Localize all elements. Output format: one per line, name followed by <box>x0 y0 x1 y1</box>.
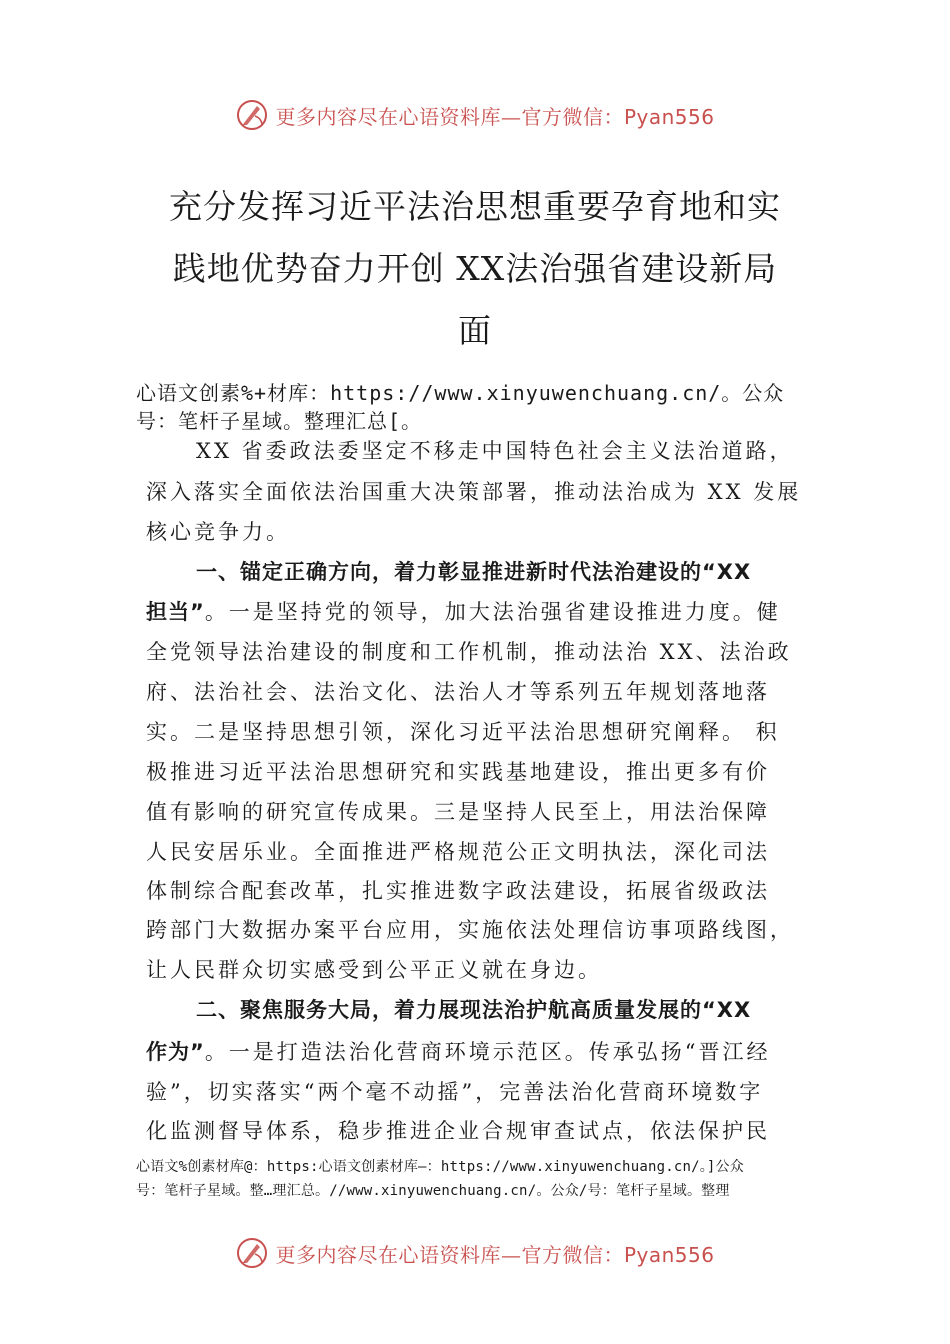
banner-dash: — <box>500 104 522 129</box>
section-1-line-7: 人民安居乐业。全面推进严格规范公正文明执法，深化司法 <box>146 840 770 864</box>
quill-logo-icon <box>235 98 269 132</box>
footer-note-line-1: 心语文%创素材库@：https:心语文创素材库—：https://www.xinyuwenchuang.cn/。]公众 <box>136 1159 744 1175</box>
quill-logo-icon <box>235 1236 269 1270</box>
section-1-heading-end: 担当” <box>146 600 205 624</box>
document-title-line-1: 充分发挥习近平法治思想重要孕育地和实 <box>169 187 781 226</box>
section-1-line-9: 跨部门大数据办案平台应用，实施依法处理信访事项路线图， <box>146 918 794 942</box>
section-1-line-6: 值有影响的研究宣传成果。三是坚持人民至上，用法治保障 <box>146 800 770 824</box>
section-1-line-1-text: 。一是坚持党的领导，加大法治强省建设推进力度。健 <box>204 600 781 624</box>
banner-wechat-text: 官方微信：Pyan556 <box>521 1242 715 1267</box>
intro-line-1: XX 省委政法委坚定不移走中国特色社会主义法治道路， <box>196 439 794 463</box>
footer-banner <box>0 1233 950 1273</box>
banner-wechat-text: 官方微信：Pyan556 <box>521 104 715 129</box>
intro-line-3: 核心竞争力。 <box>146 520 290 544</box>
footer-note-line-2: 号：笔杆子星域。整…理汇总。//www.xinyuwenchuang.cn/。公众/号：笔杆子星域。整理 <box>136 1183 730 1199</box>
source-line-2: 号：笔杆子星域。整理汇总[。 <box>136 409 423 433</box>
banner-text <box>275 101 714 130</box>
section-1-line-4: 实。二是坚持思想引领，深化习近平法治思想研究阐释。 积 <box>146 720 780 744</box>
header-banner <box>0 95 950 135</box>
section-1-line-3: 府、法治社会、法治文化、法治人才等系列五年规划落地落 <box>146 680 770 704</box>
section-2-line-1 <box>146 1036 836 1066</box>
banner-library-text: 更多内容尽在心语资料库 <box>275 1242 501 1267</box>
banner-dash: — <box>500 1242 522 1267</box>
banner-text <box>275 1239 714 1268</box>
section-2-line-1-text: 。一是打造法治化营商环境示范区。传承弘扬“晋江经 <box>204 1040 771 1064</box>
section-2-line-2: 验”，切实落实“两个毫不动摇”，完善法治化营商环境数字 <box>146 1080 764 1104</box>
section-1-line-2: 全党领导法治建设的制度和工作机制，推动法治 XX、法治政 <box>146 640 792 664</box>
document-title-line-3: 面 <box>458 311 492 350</box>
section-1-line-10: 让人民群众切实感受到公平正义就在身边。 <box>146 958 602 982</box>
section-2-line-3: 化监测督导体系，稳步推进企业合规审查试点，依法保护民 <box>146 1119 770 1143</box>
document-title-line-2: 践地优势奋力开创 XX法治强省建设新局 <box>172 249 778 288</box>
section-1-heading: 一、锚定正确方向，着力彰显推进新时代法治建设的“XX <box>196 560 752 584</box>
intro-line-2: 深入落实全面依法治国重大决策部署，推动法治成为 XX 发展 <box>146 480 802 504</box>
section-1-line-1 <box>146 596 836 626</box>
section-1-line-8: 体制综合配套改革，扎实推进数字政法建设，拓展省级政法 <box>146 879 770 903</box>
section-1-line-5: 极推进习近平法治思想研究和实践基地建设，推出更多有价 <box>146 760 770 784</box>
banner-library-text: 更多内容尽在心语资料库 <box>275 104 501 129</box>
section-2-heading-end: 作为” <box>146 1040 205 1064</box>
source-line-1: 心语文创素%+材库：https://www.xinyuwenchuang.cn/。公众 <box>136 381 785 405</box>
section-2-heading: 二、聚焦服务大局，着力展现法治护航高质量发展的“XX <box>196 998 752 1022</box>
